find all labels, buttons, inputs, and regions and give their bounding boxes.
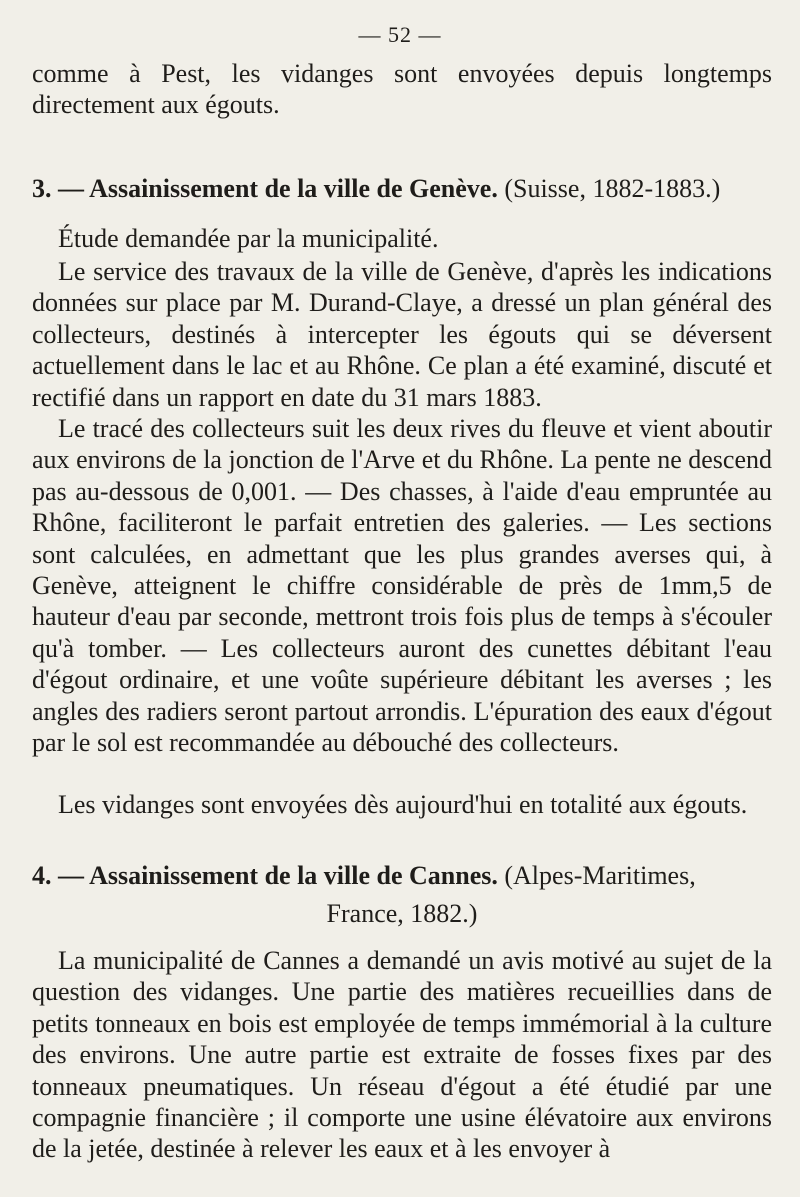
section-4-para-1: La municipalité de Cannes a demandé un avis motivé au sujet de la question des vidanges. Une partie des matières recueillies dans de petits tonneaux en bois est employée de temps immémorial à la culture des environs. Une autre partie est extraite de fosses fixes par des tonneaux pneumatiques. Un réseau d'égout a été étudié par une compagnie financière ; il comporte une usine élévatoire aux environs de la jetée, destinée à relever les eaux et à les envoyer à <box>32 946 772 1164</box>
section-3-title: 3. — Assainissement de la ville de Genève. <box>32 174 498 203</box>
intro-paragraph: comme à Pest, les vidanges sont envoyées depuis longtemps directement aux égouts. <box>32 59 772 120</box>
section-4-subtitle-line-2: France, 1882.) <box>326 899 478 928</box>
page-number: — 52 — <box>358 22 442 47</box>
section-3-para-2: Le service des travaux de la ville de Genève, d'après les indications données sur place par M. Durand-Claye, a dressé un plan général des collecteurs, destinés à intercepter les égouts qui se déversent actuellement dans le lac et au Rhône. Ce plan a été examiné, discuté et rectifié dans un rapport en date du 31 mars 1883. <box>32 257 772 412</box>
section-3-heading <box>32 173 772 204</box>
section-4-title: 4. — Assainissement de la ville de Cannes. <box>32 861 498 890</box>
section-3-para-1: Étude demandée par la municipalité. <box>58 224 439 253</box>
section-3-para-3: Le tracé des collecteurs suit les deux rives du fleuve et vient aboutir aux environs de la jonction de l'Arve et du Rhône. La pente ne descend pas au-dessous de 0,001. — Des chasses, à l'aide d'eau empruntée au Rhône, faciliteront le parfait entretien des galeries. — Les sections sont calculées, en admettant que les plus grandes averses qui, à Genève, atteignent le chiffre considérable de près de 1mm,5 de hauteur d'eau par seconde, mettront trois fois plus de temps à s'écouler qu'à tomber. — Les collecteurs auront des cunettes débitant l'eau d'égout ordinaire, et une voûte supérieure débitant les averses ; les angles des radiers seront partout arrondis. L'épuration des eaux d'égout par le sol est recommandée au débouché des collecteurs. <box>32 414 772 758</box>
section-3-para-4: Les vidanges sont envoyées dès aujourd'hui en totalité aux égouts. <box>58 790 748 819</box>
section-4-subtitle: (Alpes-Maritimes, <box>504 861 696 890</box>
section-4-heading <box>32 860 772 891</box>
section-3-subtitle: (Suisse, 1882-1883.) <box>504 174 721 203</box>
